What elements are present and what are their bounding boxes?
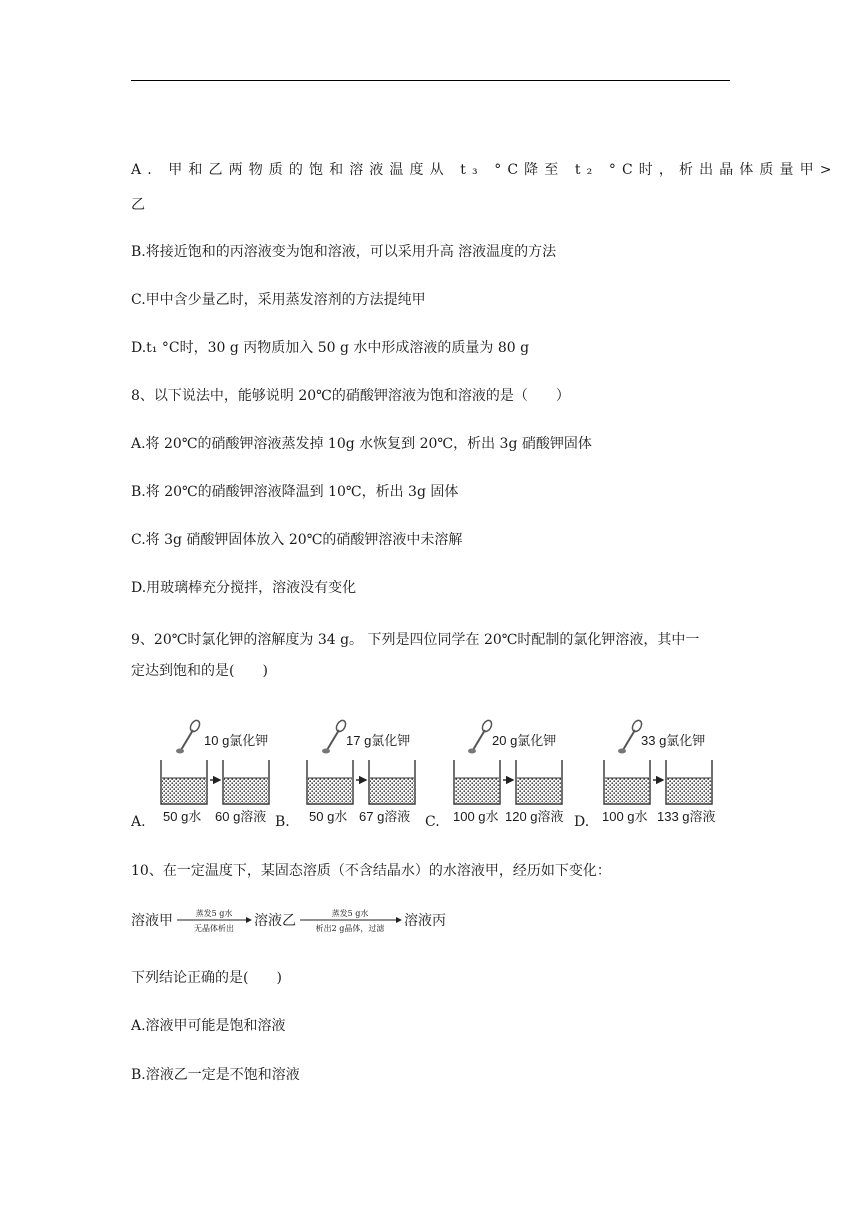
header-rule	[131, 80, 730, 81]
beaker-icon	[604, 760, 650, 804]
q7-option-a-line2: 乙	[131, 197, 145, 213]
spoon-icon	[468, 719, 493, 754]
beaker-icon	[161, 760, 207, 804]
q9-option-c	[425, 719, 564, 830]
flow-solution-a: 溶液甲	[131, 913, 173, 929]
q9-option-b-solute: 17 g氯化钾	[346, 733, 411, 748]
q10-prompt: 下列结论正确的是( )	[131, 970, 282, 986]
q9-option-d	[574, 719, 716, 830]
q10-flow-diagram	[131, 904, 471, 936]
flow-arrow1-top: 蒸发5 g水	[195, 909, 233, 918]
q8-stem: 8、以下说法中，能够说明 20℃的硝酸钾溶液为饱和溶液的是（ ）	[131, 388, 570, 404]
spoon-icon	[618, 719, 643, 754]
q9-option-a-solution: 60 g溶液	[215, 809, 267, 824]
q8-option-b: B.将 20℃的硝酸钾溶液降温到 10℃，析出 3g 固体	[131, 484, 459, 500]
q10-stem: 10、在一定温度下，某固态溶质（不含结晶水）的水溶液甲，经历如下变化：	[131, 863, 611, 879]
q10-option-b: B.溶液乙一定是不饱和溶液	[131, 1067, 300, 1083]
q9-option-a-solute: 10 g氯化钾	[204, 733, 269, 748]
q9-option-a-water: 50 g水	[163, 809, 202, 824]
q9-beaker-figure	[131, 718, 730, 830]
q9-option-b-letter: B.	[275, 814, 290, 830]
q10-option-a: A.溶液甲可能是饱和溶液	[131, 1018, 286, 1034]
q7-option-a-line1: A. 甲和乙两物质的饱和溶液温度从 t₃ °C降至 t₂ °C时，析出晶体质量甲>	[131, 162, 838, 178]
spoon-icon	[176, 719, 201, 754]
q9-option-b-water: 50 g水	[309, 809, 348, 824]
flow-arrow2-bottom: 析出2 g晶体，过滤	[315, 924, 385, 933]
beaker-icon	[666, 760, 712, 804]
q9-option-b	[275, 719, 415, 830]
beaker-icon	[223, 760, 269, 804]
q7-option-b: B.将接近饱和的丙溶液变为饱和溶液，可以采用升高 溶液温度的方法	[131, 244, 557, 260]
q9-option-b-solution: 67 g溶液	[359, 809, 411, 824]
q9-stem-line1: 9、20℃时氯化钾的溶解度为 34 g。 下列是四位同学在 20℃时配制的氯化钾溶液，其中一	[131, 632, 700, 648]
q9-option-d-solution: 133 g溶液	[657, 809, 716, 824]
beaker-icon	[454, 760, 500, 804]
q8-option-d: D.用玻璃棒充分搅拌，溶液没有变化	[131, 580, 357, 596]
q9-option-a	[131, 719, 269, 830]
q8-option-c: C.将 3g 硝酸钾固体放入 20℃的硝酸钾溶液中未溶解	[131, 532, 463, 548]
beaker-icon	[307, 760, 353, 804]
flow-arrow2-top: 蒸发5 g水	[331, 909, 369, 918]
q9-option-d-solute: 33 g氯化钾	[641, 733, 706, 748]
beaker-icon	[516, 760, 562, 804]
q9-option-d-letter: D.	[574, 814, 590, 830]
flow-solution-c: 溶液丙	[404, 913, 446, 929]
flow-arrow1-bottom: 无晶体析出	[194, 924, 234, 933]
q9-stem-line2: 定达到饱和的是( )	[131, 663, 268, 679]
q9-option-d-water: 100 g水	[602, 809, 648, 824]
q9-option-a-letter: A.	[131, 814, 146, 830]
q9-option-c-solution: 120 g溶液	[505, 809, 564, 824]
q7-option-c: C.甲中含少量乙时，采用蒸发溶剂的方法提纯甲	[131, 292, 426, 308]
q7-option-d: D.t₁ °C时，30 g 丙物质加入 50 g 水中形成溶液的质量为 80 g	[131, 340, 530, 356]
q9-option-c-letter: C.	[425, 814, 440, 830]
flow-solution-b: 溶液乙	[254, 913, 296, 929]
q8-option-a: A.将 20℃的硝酸钾溶液蒸发掉 10g 水恢复到 20℃，析出 3g 硝酸钾固体	[131, 436, 592, 452]
spoon-icon	[322, 719, 347, 754]
q9-option-c-water: 100 g水	[453, 809, 499, 824]
q9-option-c-solute: 20 g氯化钾	[492, 733, 557, 748]
beaker-icon	[369, 760, 415, 804]
